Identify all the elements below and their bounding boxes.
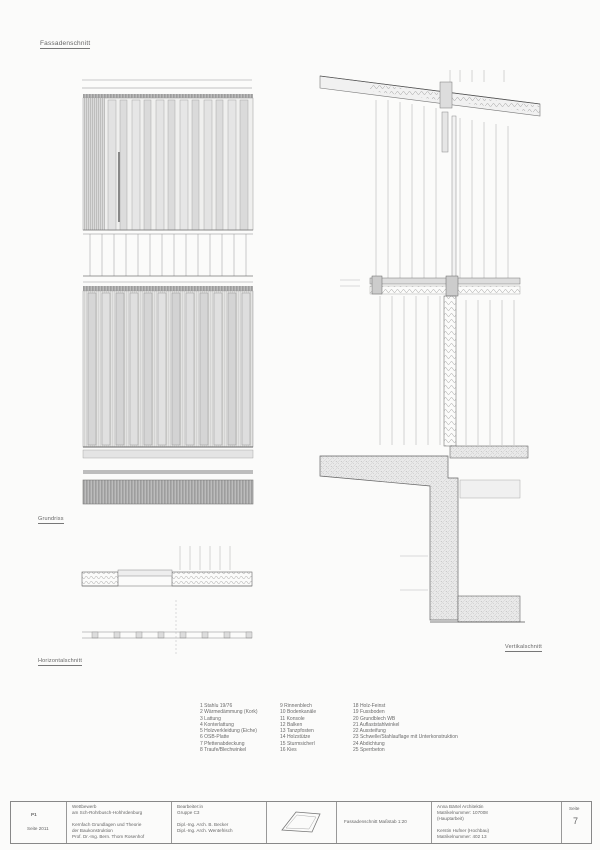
- author-line: Matrikelnummer: 402 13: [437, 834, 487, 839]
- legend-item: 25 Sperrbeton: [353, 747, 385, 754]
- legend-item: 4 Konterlattung: [200, 721, 234, 728]
- legend-item: 15 Sturmsicherl: [280, 740, 315, 747]
- author-line: Matrikelnummer: 107008: [437, 810, 488, 815]
- legend-item: 6 OSB-Platte: [200, 734, 230, 741]
- title-block-group-cell: [171, 802, 267, 843]
- vertical-section-label: Vertikalschnitt: [505, 644, 542, 650]
- legend-item: 24 Abdichtung: [353, 740, 385, 747]
- legend-item: 11 Konsole: [280, 715, 305, 722]
- title-block-scale-cell: [336, 802, 432, 843]
- sheet-sub: Seite 2011: [27, 826, 49, 831]
- legend-item: 13 Tanzpfosten: [280, 728, 314, 735]
- title-block-page-cell: [561, 802, 591, 843]
- legend-item: 7 Pfettenabdeckung: [200, 740, 245, 747]
- legend-item: 3 Lattung: [200, 715, 221, 722]
- author-line: (Hauptarbeit): [437, 816, 464, 821]
- author-line: Kerstin Hufner (Hochbau): [437, 828, 490, 833]
- project-line: der Baukonstruktion: [72, 828, 113, 833]
- legend-col-1: [200, 703, 258, 753]
- horizontal-section-label: Horizontalschnitt: [38, 658, 83, 664]
- legend-item: 1 Stahlu 19/76: [200, 703, 233, 709]
- legend-item: 8 Traufe/Blechwinkel: [200, 747, 247, 754]
- group-line: Bearbeiter:in: [177, 804, 204, 809]
- project-line: Prof. Dr.-Ing. Bern. Thom Rosenhof: [72, 834, 145, 839]
- page-label: Seite: [569, 806, 580, 811]
- author-line: Anna Bärtel Architektin: [437, 804, 484, 809]
- title-block: [10, 801, 592, 844]
- sheet-id: P1: [31, 812, 37, 817]
- title-block-id-cell: [11, 802, 67, 843]
- legend-col-3: [353, 703, 458, 753]
- site-plan-outline-icon: [278, 808, 324, 836]
- vertical-section-drawing: [300, 60, 550, 630]
- legend-item: 22 Aussteifung: [353, 728, 386, 735]
- legend-item: 18 Holz-Feinst: [353, 703, 386, 709]
- page-number: 7: [573, 816, 579, 826]
- group-line: Dipl.-Ing. Arch. Wentefrisch: [177, 828, 233, 833]
- legend-item: 5 Holzverkleidung (Eiche): [200, 728, 257, 735]
- scale-text: Fassadenschnitt Maßstab 1:20: [344, 819, 407, 824]
- group-line: Gruppe C3: [177, 810, 200, 815]
- legend-item: 10 Bodenkanäle: [280, 709, 317, 716]
- legend-item: 20 Grundblech WB: [353, 715, 396, 722]
- project-line: Wettbewerb: [72, 804, 97, 809]
- facade-section-label: Fassadenschnitt: [40, 40, 91, 47]
- project-line: am Sch-Rohrbusch-Hohhrdenburg: [72, 810, 143, 815]
- legend-item: 9 Rinnenblech: [280, 703, 312, 709]
- title-block-logo-cell: [266, 802, 337, 843]
- plan-section-label: Grundriss: [38, 516, 64, 522]
- title-block-author-cell: [431, 802, 562, 843]
- horizontal-section-drawing: [80, 540, 260, 655]
- group-line: Dipl.-Ing. Arch. B. Becker: [177, 822, 229, 827]
- legend-col-2: [280, 703, 316, 753]
- project-line: Kernfach Grundlagen und Theorie: [72, 822, 142, 827]
- legend-item: 16 Kies: [280, 747, 297, 754]
- title-block-project-cell: [66, 802, 172, 843]
- legend-item: 19 Fussboden: [353, 709, 385, 716]
- legend-item: 12 Balken: [280, 721, 303, 728]
- legend-item: 2 Wärmedämmung (Kork): [200, 709, 258, 716]
- legend-item: 14 Holzstütze: [280, 734, 311, 741]
- facade-elevation: [80, 78, 256, 506]
- legend-item: 23 Schwelle/Stahlauflage mit Unterkonstruktion: [353, 734, 458, 741]
- legend-item: 21 Auflaststahlwinkel: [353, 721, 400, 728]
